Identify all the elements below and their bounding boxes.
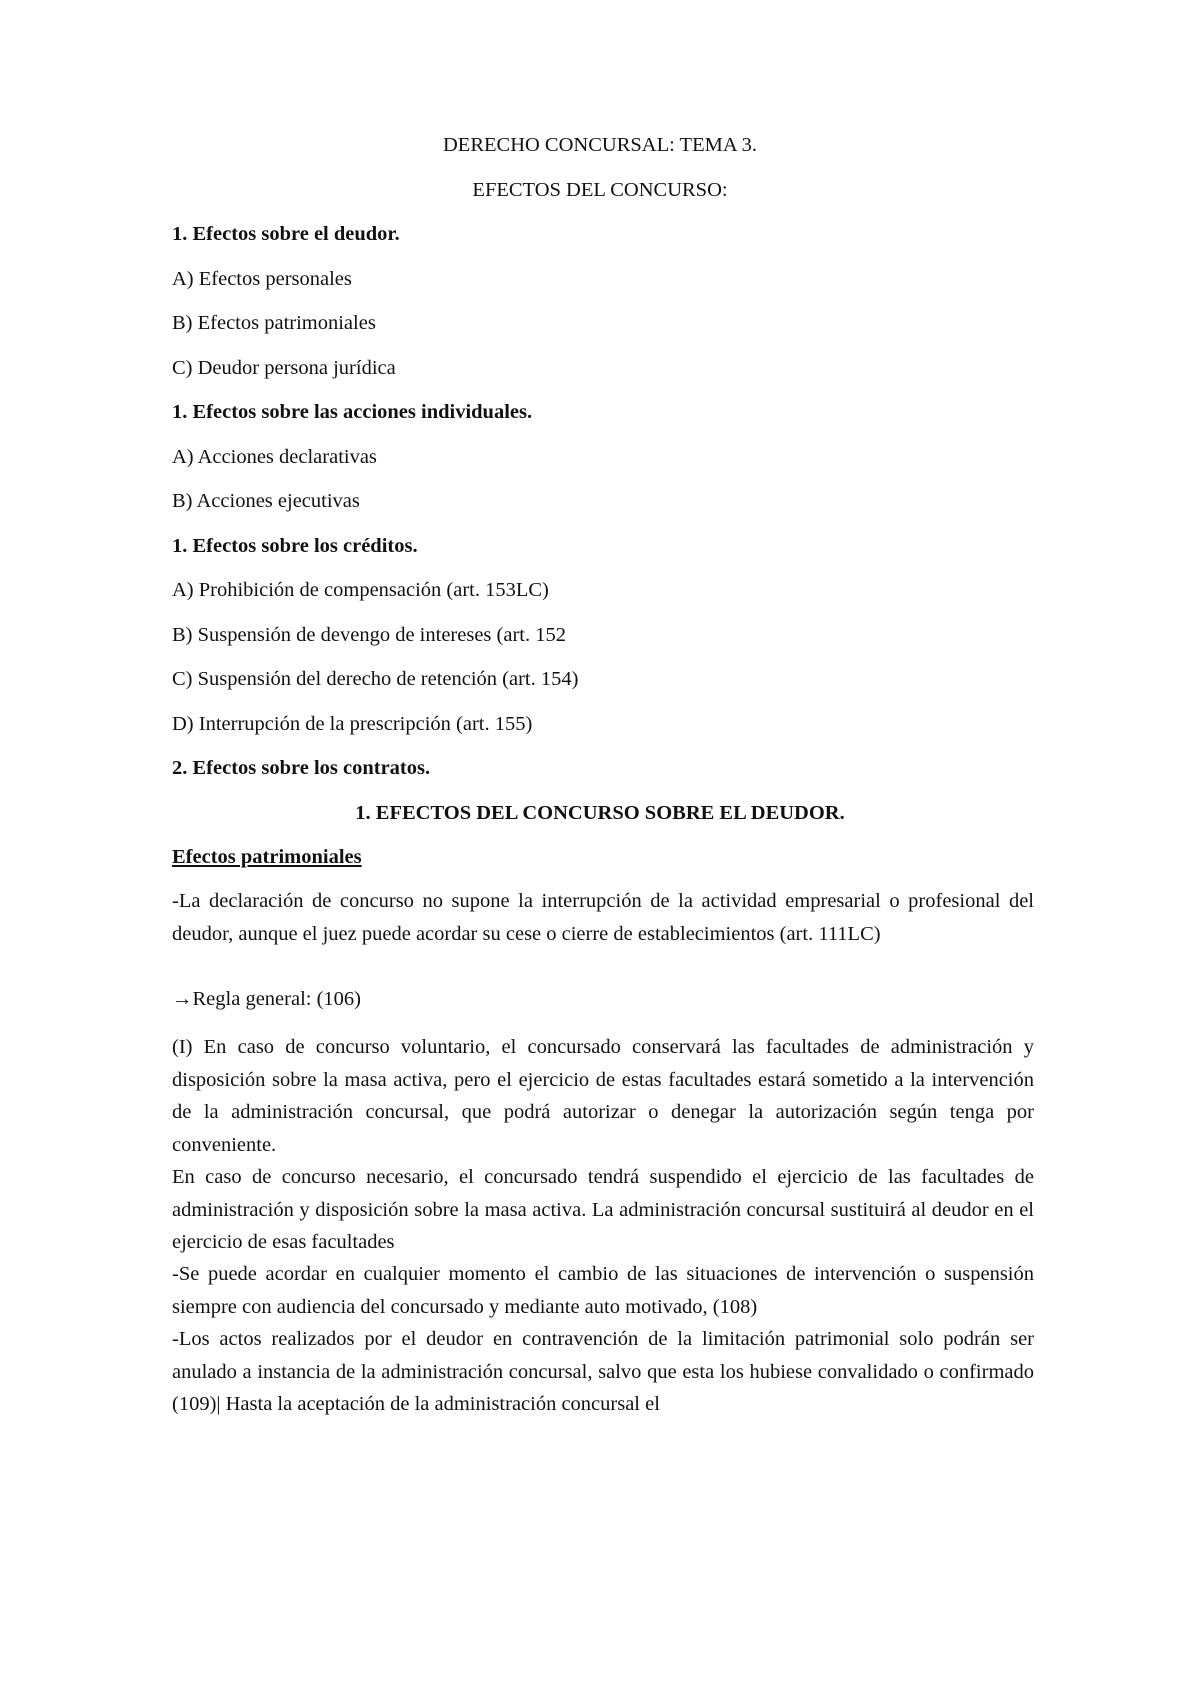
outline-item: A) Prohibición de compensación (art. 153LC) [172,579,549,601]
paragraph-rule: →Regla general: (106) [172,988,361,1010]
outline-heading-4: 2. Efectos sobre los contratos. [172,757,431,779]
section-title: 1. EFECTOS DEL CONCURSO SOBRE EL DEUDOR. [355,802,845,824]
outline-item: C) Suspensión del derecho de retención (art. 154) [172,668,579,690]
subsection-title: Efectos patrimoniales [172,846,362,868]
outline-heading-3: 1. Efectos sobre los créditos. [172,535,418,557]
outline-item: B) Efectos patrimoniales [172,312,376,334]
outline-heading-1: 1. Efectos sobre el deudor. [172,223,400,245]
outline-item: B) Acciones ejecutivas [172,490,360,512]
outline-item: A) Acciones declarativas [172,446,377,468]
document-title: DERECHO CONCURSAL: TEMA 3. [443,134,757,156]
paragraph: -Los actos realizados por el deudor en contravención de la limitación patrimonial solo podrán ser anulado a instancia de la administración concursal, salvo que esta los hubiese convalidado o confirmado (109)| Hasta la aceptación de la administración concursal el [172,1328,1034,1415]
outline-heading-2: 1. Efectos sobre las acciones individuales. [172,401,533,423]
paragraph: (I) En caso de concurso voluntario, el concursado conservará las facultades de administración y disposición sobre la masa activa, pero el ejercicio de estas facultades estará sometido a la intervención de la administración concursal, que podrá autorizar o denegar la autorización según tenga por conveniente. [172,1036,1034,1156]
outline-item: C) Deudor persona jurídica [172,357,396,379]
outline-item: D) Interrupción de la prescripción (art. 155) [172,713,533,735]
document-subtitle: EFECTOS DEL CONCURSO: [472,179,728,201]
paragraph: -La declaración de concurso no supone la interrupción de la actividad empresarial o profesional del deudor, aunque el juez puede acordar su cese o cierre de establecimientos (art. 111LC) [172,890,1034,945]
outline-item: A) Efectos personales [172,268,352,290]
outline-item: B) Suspensión de devengo de intereses (art. 152 [172,624,566,646]
paragraph: En caso de concurso necesario, el concursado tendrá suspendido el ejercicio de las facultades de administración y disposición sobre la masa activa. La administración concursal sustituirá al deudor en el ejercicio de esas facultades [172,1166,1034,1253]
paragraph: -Se puede acordar en cualquier momento el cambio de las situaciones de intervención o suspensión siempre con audiencia del concursado y mediante auto motivado, (108) [172,1263,1034,1318]
